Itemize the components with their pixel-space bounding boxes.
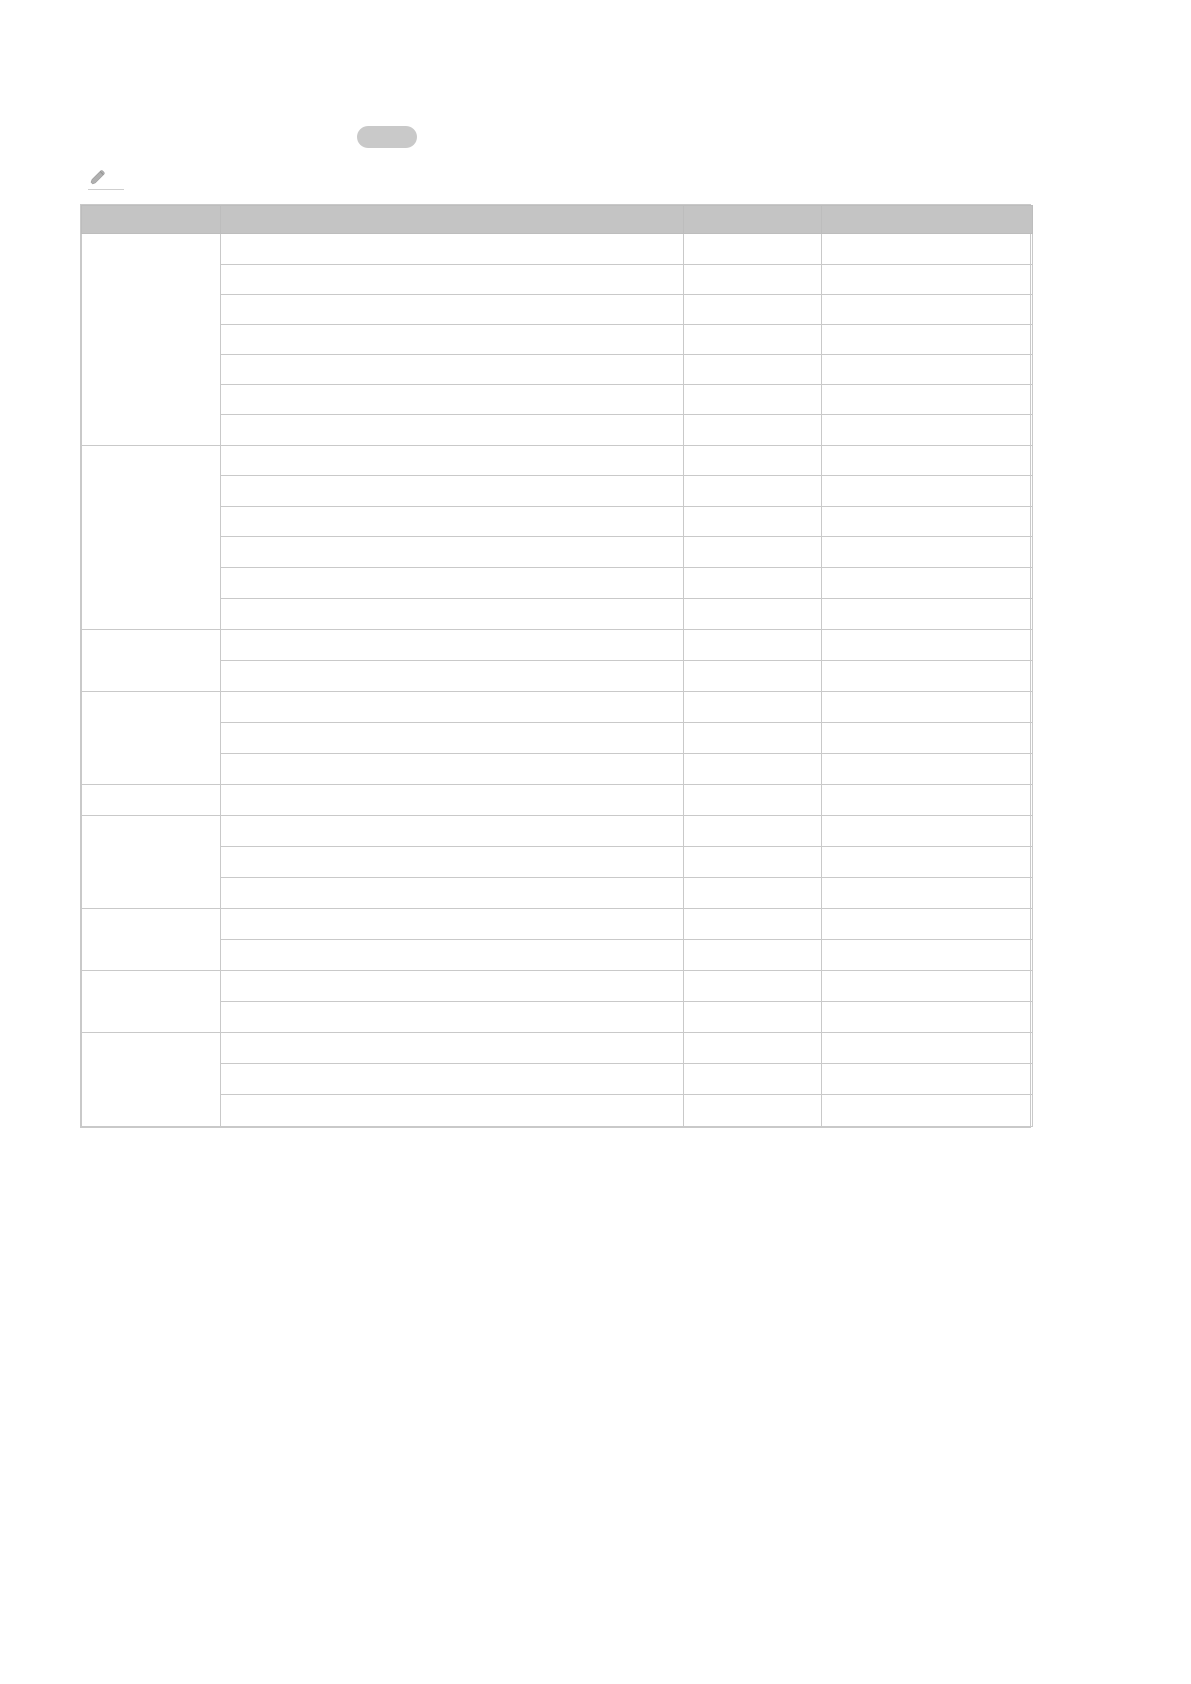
row-group-label — [82, 234, 221, 446]
table-row — [82, 630, 1033, 661]
table-header-row — [82, 206, 1033, 234]
cell-value-a — [684, 754, 822, 785]
cell-value-a — [684, 265, 822, 295]
cell-value-a — [684, 446, 822, 476]
cell-description — [221, 599, 684, 630]
cell-value-a — [684, 325, 822, 355]
cell-value-a — [684, 847, 822, 878]
cell-value-a — [684, 537, 822, 568]
cell-value-a — [684, 661, 822, 692]
row-group-label — [82, 909, 221, 971]
cell-description — [221, 415, 684, 446]
table-row — [82, 723, 1033, 754]
cell-value-a — [684, 415, 822, 446]
row-group-label — [82, 971, 221, 1033]
cell-value-b — [822, 507, 1033, 537]
cell-value-b — [822, 568, 1033, 599]
row-group-label — [82, 785, 221, 816]
cell-value-a — [684, 878, 822, 909]
cell-description — [221, 234, 684, 265]
cell-description — [221, 940, 684, 971]
cell-value-a — [684, 971, 822, 1002]
column-header-1 — [82, 206, 221, 234]
cell-value-a — [684, 909, 822, 940]
status-badge — [357, 126, 417, 148]
cell-description — [221, 630, 684, 661]
table-row — [82, 537, 1033, 568]
cell-description — [221, 325, 684, 355]
cell-value-a — [684, 785, 822, 816]
cell-description — [221, 1064, 684, 1095]
cell-value-a — [684, 234, 822, 265]
cell-description — [221, 723, 684, 754]
cell-description — [221, 1002, 684, 1033]
table-row — [82, 325, 1033, 355]
table-row — [82, 878, 1033, 909]
column-header-3 — [684, 206, 822, 234]
table-row — [82, 785, 1033, 816]
cell-description — [221, 847, 684, 878]
cell-value-a — [684, 599, 822, 630]
table-row — [82, 754, 1033, 785]
cell-description — [221, 446, 684, 476]
cell-value-a — [684, 355, 822, 385]
cell-value-b — [822, 476, 1033, 507]
table-row — [82, 1002, 1033, 1033]
cell-description — [221, 661, 684, 692]
table-row — [82, 1064, 1033, 1095]
cell-description — [221, 909, 684, 940]
cell-description — [221, 476, 684, 507]
table-row — [82, 692, 1033, 723]
table-row — [82, 234, 1033, 265]
cell-value-a — [684, 1064, 822, 1095]
cell-value-b — [822, 385, 1033, 415]
column-header-2 — [221, 206, 684, 234]
table-row — [82, 385, 1033, 415]
cell-description — [221, 785, 684, 816]
table-row — [82, 507, 1033, 537]
cell-value-b — [822, 1095, 1033, 1127]
cell-description — [221, 816, 684, 847]
cell-value-b — [822, 971, 1033, 1002]
table-row — [82, 816, 1033, 847]
cell-value-b — [822, 1033, 1033, 1064]
table-row — [82, 1095, 1033, 1127]
cell-description — [221, 878, 684, 909]
cell-value-b — [822, 325, 1033, 355]
cell-value-a — [684, 385, 822, 415]
cell-value-a — [684, 692, 822, 723]
table-body — [82, 234, 1033, 1127]
cell-value-a — [684, 816, 822, 847]
cell-value-b — [822, 692, 1033, 723]
cell-description — [221, 1033, 684, 1064]
cell-value-b — [822, 630, 1033, 661]
table-row — [82, 847, 1033, 878]
cell-value-b — [822, 723, 1033, 754]
cell-value-a — [684, 630, 822, 661]
cell-description — [221, 692, 684, 723]
row-group-label — [82, 816, 221, 909]
cell-description — [221, 355, 684, 385]
cell-value-a — [684, 723, 822, 754]
cell-description — [221, 537, 684, 568]
cell-value-a — [684, 476, 822, 507]
table-row — [82, 295, 1033, 325]
cell-value-a — [684, 295, 822, 325]
cell-value-a — [684, 940, 822, 971]
table-row — [82, 1033, 1033, 1064]
cell-value-b — [822, 355, 1033, 385]
row-group-label — [82, 630, 221, 692]
row-group-label — [82, 446, 221, 630]
cell-value-b — [822, 599, 1033, 630]
spec-table — [81, 205, 1033, 1127]
cell-value-b — [822, 265, 1033, 295]
table-row — [82, 599, 1033, 630]
table-row — [82, 971, 1033, 1002]
table-row — [82, 661, 1033, 692]
cell-value-b — [822, 415, 1033, 446]
cell-value-b — [822, 785, 1033, 816]
table-row — [82, 568, 1033, 599]
cell-description — [221, 385, 684, 415]
cell-value-a — [684, 1002, 822, 1033]
pencil-icon — [88, 167, 108, 187]
row-group-label — [82, 1033, 221, 1127]
table-row — [82, 446, 1033, 476]
column-header-4 — [822, 206, 1033, 234]
cell-value-b — [822, 878, 1033, 909]
cell-value-b — [822, 909, 1033, 940]
cell-value-a — [684, 568, 822, 599]
cell-value-b — [822, 1002, 1033, 1033]
table-row — [82, 355, 1033, 385]
cell-value-b — [822, 940, 1033, 971]
cell-value-a — [684, 507, 822, 537]
cell-value-b — [822, 537, 1033, 568]
cell-value-b — [822, 446, 1033, 476]
table-row — [82, 415, 1033, 446]
cell-value-b — [822, 295, 1033, 325]
cell-value-b — [822, 816, 1033, 847]
table-row — [82, 909, 1033, 940]
cell-description — [221, 568, 684, 599]
table-row — [82, 940, 1033, 971]
cell-description — [221, 1095, 684, 1127]
cell-description — [221, 295, 684, 325]
cell-description — [221, 971, 684, 1002]
table-row — [82, 265, 1033, 295]
cell-value-b — [822, 847, 1033, 878]
row-group-label — [82, 692, 221, 785]
spec-table-container — [80, 204, 1031, 1128]
cell-description — [221, 265, 684, 295]
cell-value-b — [822, 754, 1033, 785]
cell-value-a — [684, 1033, 822, 1064]
cell-value-a — [684, 1095, 822, 1127]
table-row — [82, 476, 1033, 507]
cell-description — [221, 754, 684, 785]
cell-value-b — [822, 1064, 1033, 1095]
cell-value-b — [822, 661, 1033, 692]
cell-description — [221, 507, 684, 537]
note-divider — [88, 189, 124, 190]
cell-value-b — [822, 234, 1033, 265]
